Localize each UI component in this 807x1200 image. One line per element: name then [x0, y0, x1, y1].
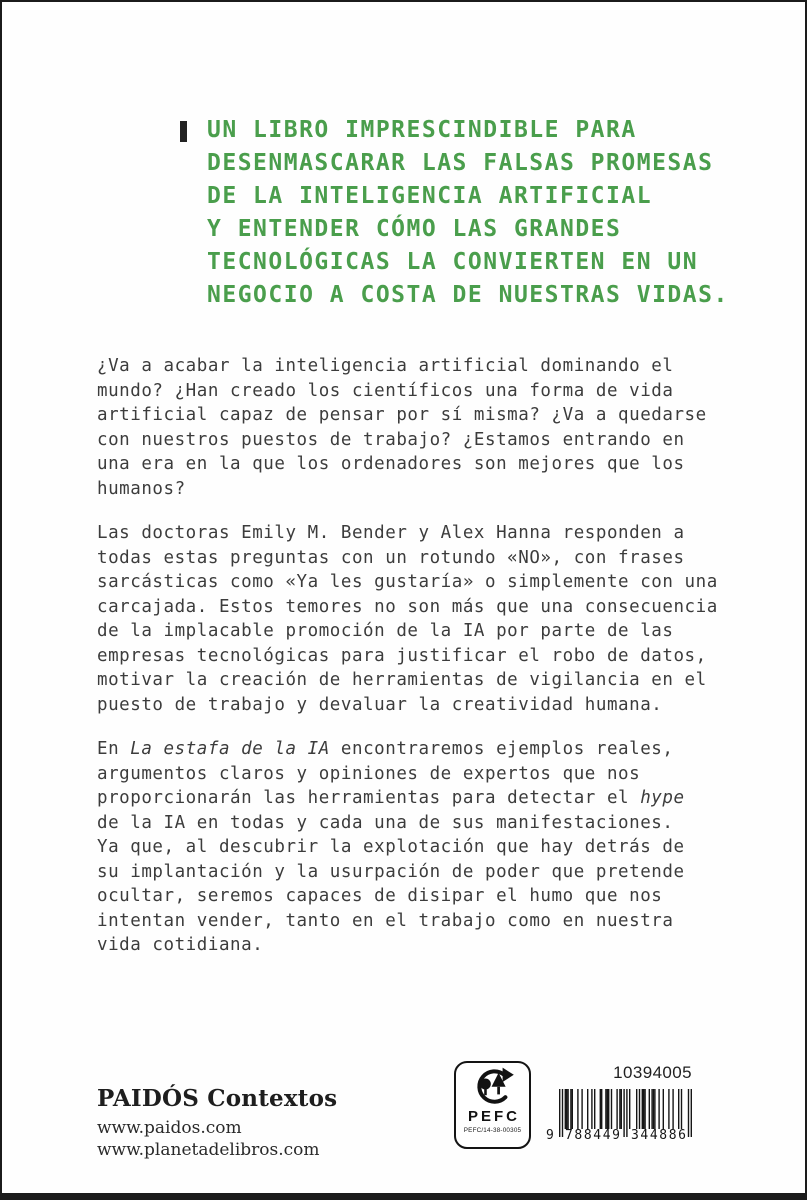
- body-line: ¿Va a acabar la inteligencia artificial dominando el: [97, 356, 674, 376]
- pefc-certification-code: PEFC/14-38-00305: [463, 1127, 522, 1134]
- publisher-url: www.planetadelibros.com: [97, 1140, 320, 1160]
- body-line: Las doctoras Emily M. Bender y Alex Hanna responden a: [97, 523, 685, 543]
- body-line: mundo? ¿Han creado los científicos una forma de vida: [97, 380, 674, 401]
- barcode-block: [546, 1063, 695, 1151]
- isbn-digits-left: 788449: [565, 1128, 622, 1143]
- isbn-digit-lead: 9: [546, 1128, 556, 1143]
- body-line: En La estafa de la IA encontraremos ejemplos reales,: [97, 739, 674, 759]
- body-line: motivar la creación de herramientas de vigilancia en el: [97, 670, 707, 690]
- body-line: una era en la que los ordenadores son mejores que los: [97, 454, 685, 474]
- body-line: proporcionarán las herramientas para detectar el hype: [97, 788, 685, 808]
- pefc-logo-icon: [469, 1066, 517, 1106]
- body-line: empresas tecnológicas para justificar el robo de datos,: [97, 645, 707, 666]
- publisher-url: www.paidos.com: [97, 1118, 242, 1138]
- headline-accent-bar: [180, 121, 187, 142]
- product-code: 10394005: [613, 1063, 692, 1082]
- imprint-block: [97, 1085, 337, 1161]
- paragraph: [97, 354, 737, 501]
- paragraph: [97, 737, 737, 958]
- pefc-label: PEFC: [467, 1108, 520, 1125]
- body-line: con nuestros puestos de trabajo? ¿Estamos entrando en: [97, 429, 685, 450]
- headline-block: [180, 114, 729, 312]
- headline-line: NEGOCIO A COSTA DE NUESTRAS VIDAS.: [207, 282, 729, 308]
- headline-line: TECNOLÓGICAS LA CONVIERTEN EN UN: [207, 249, 699, 275]
- body-line: carcajada. Estos temores no son más que una consecuencia: [97, 596, 718, 617]
- paragraph: [97, 521, 737, 717]
- body-line: vida cotidiana.: [97, 935, 264, 955]
- isbn-digits-right: 344886: [631, 1128, 688, 1143]
- publisher-urls: [97, 1117, 337, 1161]
- headline-line: UN LIBRO IMPRESCINDIBLE PARA: [207, 117, 637, 143]
- body-line: de la implacable promoción de la IA por parte de las: [97, 621, 674, 641]
- body-line: ocultar, seremos capaces de disipar el humo que nos: [97, 886, 663, 906]
- synopsis: [97, 354, 737, 978]
- body-line: todas estas preguntas con un rotundo «NO», con frases: [97, 547, 685, 568]
- headline-line: DESENMASCARAR LAS FALSAS PROMESAS: [207, 150, 714, 176]
- headline: [207, 114, 729, 312]
- body-line: artificial capaz de pensar por sí misma? ¿Va a quedarse: [97, 405, 707, 425]
- headline-line: Y ENTENDER CÓMO LAS GRANDES: [207, 216, 622, 242]
- barcode: [546, 1089, 692, 1151]
- body-line: puesto de trabajo y devaluar la creatividad humana.: [97, 694, 663, 715]
- body-line: intentan vender, tanto en el trabajo como en nuestra: [97, 910, 674, 931]
- body-line: humanos?: [97, 478, 186, 499]
- body-line: Ya que, al descubrir la explotación que hay detrás de: [97, 837, 685, 857]
- body-line: su implantación y la usurpación de poder que pretende: [97, 861, 685, 882]
- body-line: de la IA en todas y cada una de sus manifestaciones.: [97, 812, 674, 833]
- body-line: argumentos claros y opiniones de expertos que nos: [97, 763, 641, 784]
- imprint-name: PAIDÓS Contextos: [97, 1085, 338, 1112]
- body-line: sarcásticas como «Ya les gustaría» o simplemente con una: [97, 572, 718, 592]
- headline-line: DE LA INTELIGENCIA ARTIFICIAL: [207, 183, 653, 209]
- pefc-badge: [454, 1061, 531, 1149]
